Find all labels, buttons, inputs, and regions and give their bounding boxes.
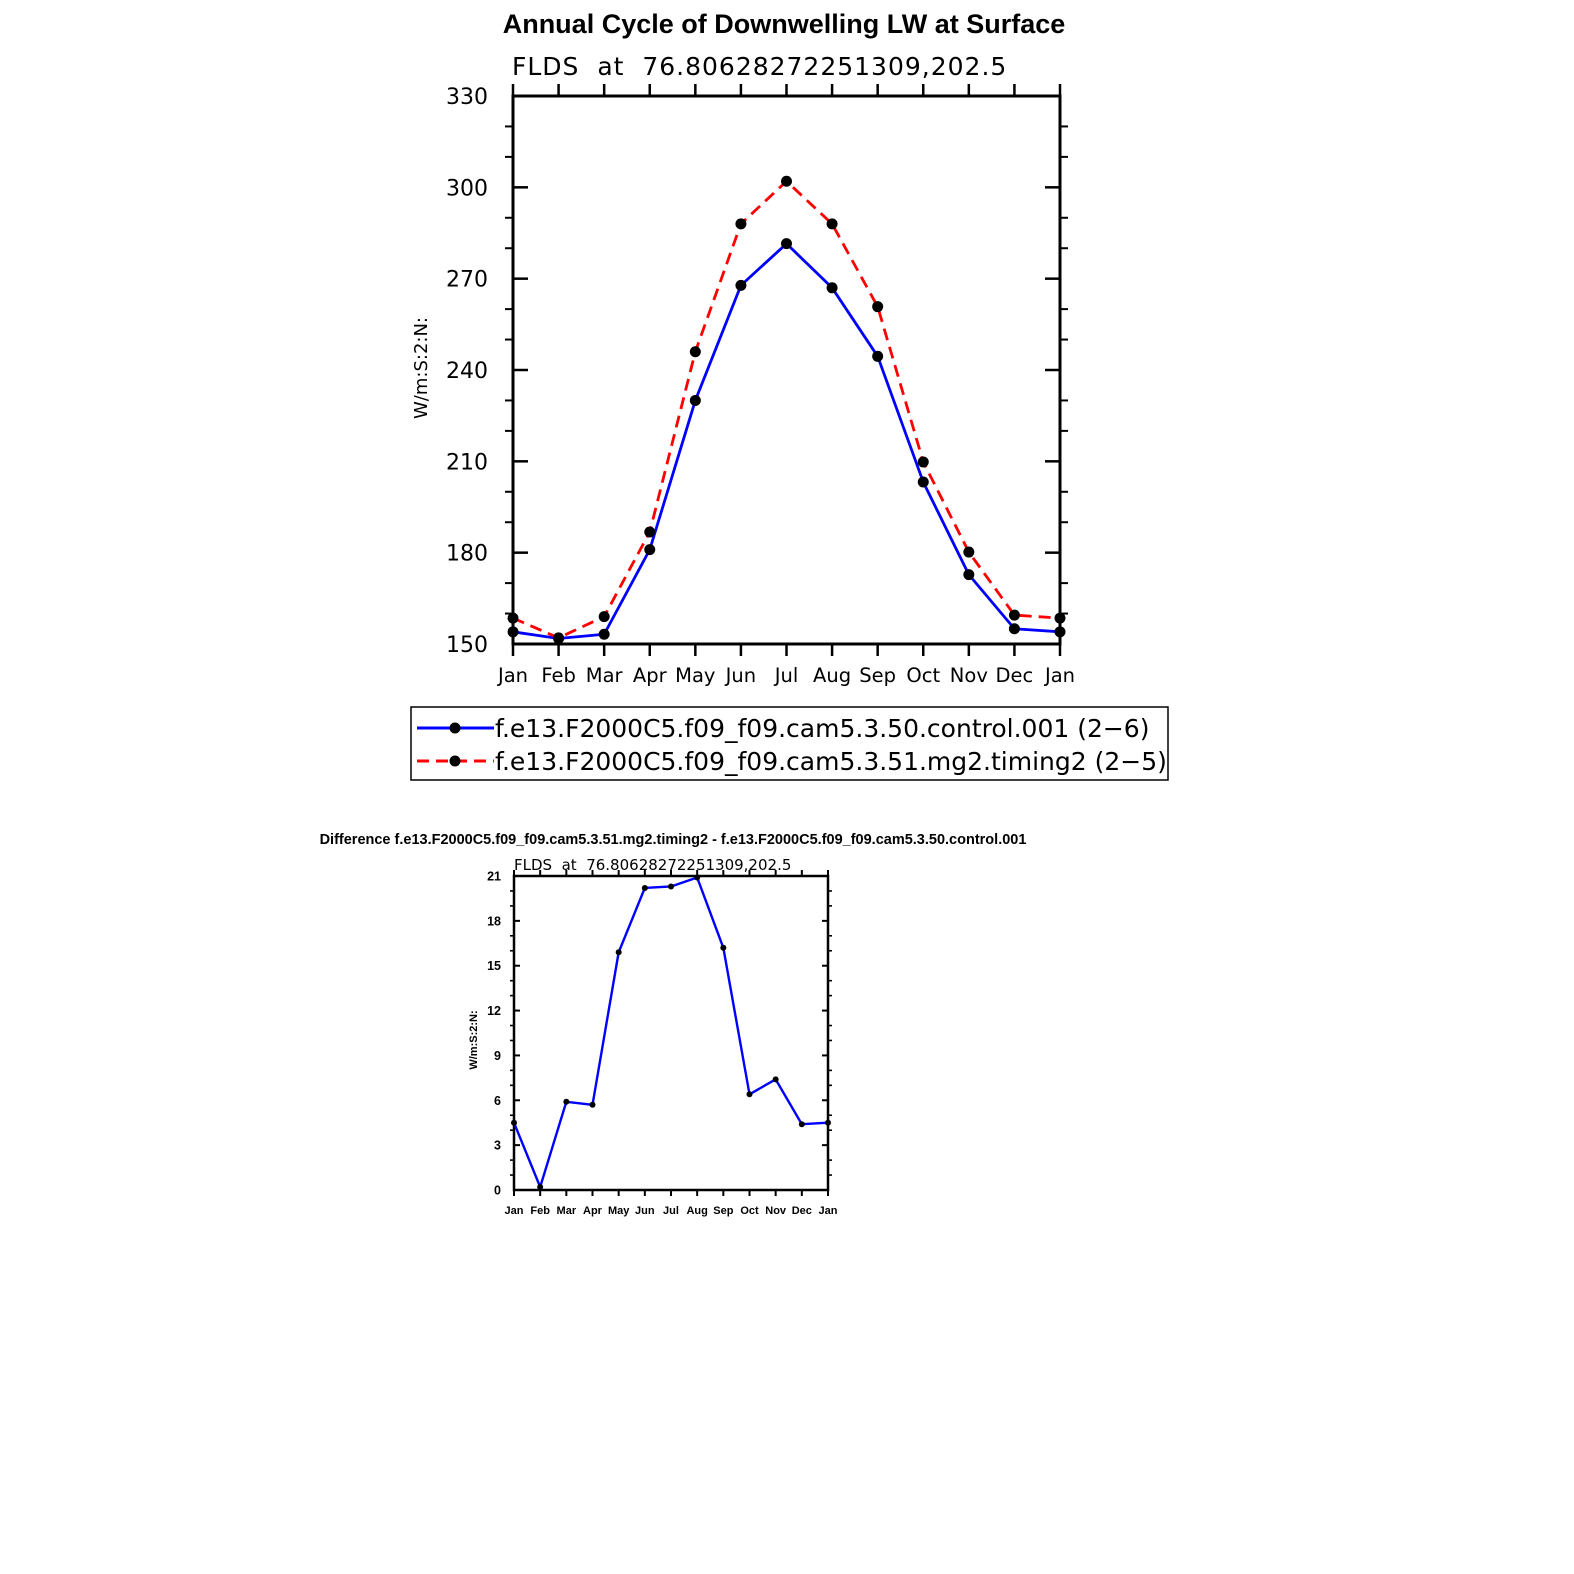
x-tick-label: Nov [765, 1205, 787, 1217]
x-tick-label: Sep [713, 1205, 734, 1217]
series-1-point [599, 611, 610, 622]
main-chart-y-axis-label: W/m:S:2:N: [411, 317, 432, 419]
x-tick-label: Aug [686, 1205, 708, 1217]
legend-marker-timing2 [450, 756, 461, 767]
series-line-1 [513, 181, 1060, 638]
series-1-point [553, 632, 564, 643]
series-0-point [1055, 626, 1066, 637]
y-tick-label: 300 [446, 176, 488, 202]
series-0-point [563, 1099, 569, 1105]
y-tick-label: 180 [446, 541, 488, 567]
series-line-0 [514, 878, 828, 1188]
y-tick-label: 210 [446, 450, 488, 476]
x-tick-label: Apr [583, 1205, 602, 1217]
x-tick-label: Oct [906, 664, 941, 687]
x-tick-label: Jul [663, 1205, 679, 1217]
y-tick-label: 12 [487, 1004, 501, 1019]
legend-label-timing2: f.e13.F2000C5.f09_f09.cam5.3.51.mg2.timing2 (2−5) [495, 747, 1167, 776]
x-tick-label: Oct [740, 1205, 759, 1217]
series-1-point [644, 526, 655, 537]
x-tick-label: May [607, 1205, 630, 1217]
series-1-point [872, 301, 883, 312]
series-0-point [825, 1120, 831, 1126]
x-tick-label: Mar [585, 664, 623, 687]
legend [411, 707, 1168, 780]
x-tick-label: Jan [818, 1205, 838, 1217]
series-0-point [799, 1121, 805, 1127]
series-1-point [1009, 610, 1020, 621]
series-0-point [508, 626, 519, 637]
main-chart-subtitle: FLDS at 76.80628272251309,202.5 [512, 52, 1008, 81]
legend-label-control: f.e13.F2000C5.f09_f09.cam5.3.50.control.001 (2−6) [495, 714, 1150, 743]
y-tick-label: 9 [494, 1048, 501, 1063]
x-tick-label: Jan [504, 1205, 524, 1217]
x-tick-label: Dec [791, 1205, 812, 1217]
difference-plot-area [487, 870, 838, 1218]
series-1-point [735, 218, 746, 229]
series-1-point [918, 456, 929, 467]
y-tick-label: 0 [494, 1183, 501, 1198]
series-1-point [1055, 613, 1066, 624]
x-tick-label: Jun [635, 1205, 655, 1217]
series-0-point [963, 569, 974, 580]
series-1-point [690, 346, 701, 357]
series-1-point [508, 613, 519, 624]
y-tick-label: 18 [487, 914, 501, 929]
difference-chart-y-axis-label: W/m:S:2:N: [468, 1010, 480, 1070]
x-tick-label: Sep [859, 664, 897, 687]
x-tick-label: Dec [995, 664, 1034, 687]
x-tick-label: Apr [632, 664, 667, 687]
series-0-point [1009, 623, 1020, 634]
series-0-point [616, 949, 622, 955]
y-tick-label: 3 [494, 1138, 501, 1153]
series-0-point [690, 395, 701, 406]
series-0-point [590, 1102, 596, 1108]
difference-chart [320, 832, 1027, 1217]
x-tick-label: May [675, 664, 716, 687]
series-1-point [963, 547, 974, 558]
series-0-point [781, 238, 792, 249]
series-1-point [781, 176, 792, 187]
x-tick-label: Jan [497, 664, 529, 687]
x-tick-label: Jun [725, 664, 757, 687]
series-0-point [511, 1120, 517, 1126]
series-0-point [599, 629, 610, 640]
series-0-point [827, 282, 838, 293]
y-tick-label: 15 [487, 959, 501, 974]
y-tick-label: 21 [487, 869, 501, 884]
series-0-point [642, 885, 648, 891]
series-1-point [827, 218, 838, 229]
plot-frame [514, 876, 828, 1190]
series-0-point [747, 1091, 753, 1097]
difference-chart-subtitle: FLDS at 76.80628272251309,202.5 [514, 856, 792, 874]
series-line-0 [513, 244, 1060, 639]
legend-marker-control [450, 723, 461, 734]
main-chart [411, 9, 1075, 687]
series-0-point [735, 280, 746, 291]
difference-chart-title: Difference f.e13.F2000C5.f09_f09.cam5.3.51.mg2.timing2 - f.e13.F2000C5.f09_f09.cam5.3.50.control.001 [319, 832, 1027, 848]
x-tick-label: Aug [813, 664, 852, 687]
y-tick-label: 240 [446, 359, 488, 384]
y-tick-label: 150 [446, 633, 488, 658]
series-0-point [918, 477, 929, 488]
x-tick-label: Nov [949, 664, 988, 687]
main-chart-title: Annual Cycle of Downwelling LW at Surface [502, 9, 1066, 39]
y-tick-label: 270 [446, 267, 488, 293]
series-0-point [872, 351, 883, 362]
series-0-point [644, 544, 655, 555]
y-tick-label: 6 [494, 1093, 501, 1108]
series-0-point [694, 874, 700, 880]
series-0-point [720, 945, 726, 951]
series-0-point [668, 883, 674, 889]
series-0-point [537, 1184, 543, 1190]
main-plot-area [446, 84, 1075, 687]
x-tick-label: Jan [1044, 664, 1076, 687]
series-0-point [773, 1076, 779, 1082]
x-tick-label: Jul [774, 664, 799, 687]
x-tick-label: Feb [530, 1205, 550, 1217]
x-tick-label: Mar [556, 1205, 577, 1217]
x-tick-label: Feb [541, 664, 576, 687]
y-tick-label: 330 [446, 85, 488, 110]
